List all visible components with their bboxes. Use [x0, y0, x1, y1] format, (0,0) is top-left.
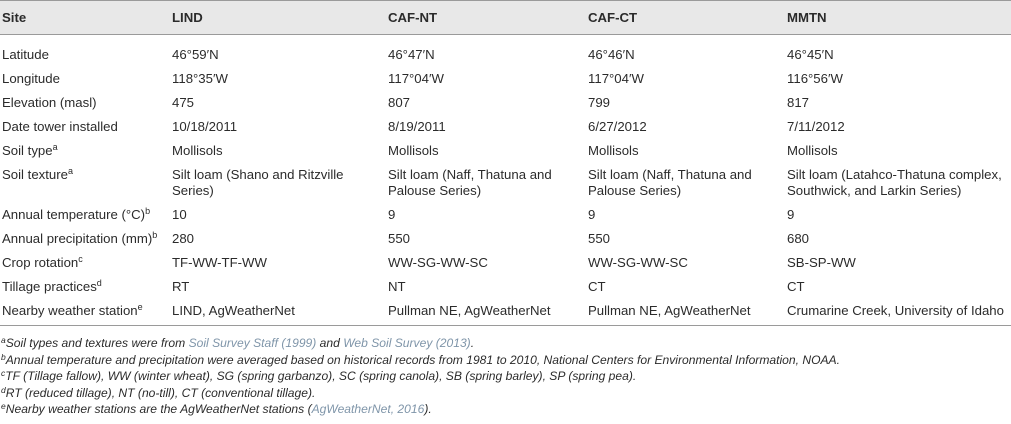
footnote-mark: d: [1, 384, 6, 395]
table-cell: 9: [787, 207, 795, 222]
table-cell: 6/27/2012: [588, 119, 647, 134]
footnote-text: .: [470, 336, 475, 350]
table-row: [0, 115, 1011, 139]
table-row: [0, 35, 1011, 68]
table-cell: 680: [787, 231, 810, 246]
footnote-marker: a: [52, 142, 58, 152]
table-cell: 46°46′N: [588, 47, 635, 62]
row-label: Annual temperature $(^\circ C)^b$: [2, 206, 151, 222]
footnote-text: and: [316, 336, 344, 350]
table-row: [0, 203, 1011, 227]
table-cell: WW-SG-WW-SC: [588, 255, 688, 270]
footnote-marker: d: [96, 278, 102, 288]
header-caf-ct: CAF-CT: [586, 1, 785, 35]
footnote-text: TF (Tillage fallow), WW (winter wheat), SG (spring garbanzo), SC (spring canola), SB (spring barley), SP (spring pea).: [5, 369, 637, 383]
footnote-text: Annual temperature and precipitation were averaged based on historical records from 1981 to 2010, National Centers for Environmental Information, NOAA.: [5, 352, 840, 367]
table-cell: 799: [588, 95, 611, 110]
footnote-text: Nearby weather stations are the AgWeatherNet stations (: [5, 402, 312, 416]
table-cell: 807: [388, 95, 411, 110]
row-label: Soil type$^a$: [2, 142, 58, 158]
citation-link[interactable]: AgWeatherNet, 2016: [311, 402, 425, 416]
table-cell: Mollisols: [172, 143, 223, 158]
row-label: Tillage practices$^d$: [2, 278, 102, 294]
table-cell: Pullman NE, AgWeatherNet: [586, 299, 785, 326]
footnote-mark: a: [1, 335, 6, 345]
header-row: [0, 1, 1011, 35]
header-site: Site: [0, 1, 170, 35]
row-label: Annual precipitation (mm)$^b$: [2, 230, 158, 246]
table-row: [0, 227, 1011, 251]
footnote-b: [1, 352, 840, 369]
footnote-marker: a: [67, 166, 73, 176]
footnote-text: RT (reduced tillage), NT (no-till), CT (conventional tillage).: [5, 385, 316, 400]
footnote-marker: b: [145, 206, 151, 216]
table-cell: Crumarine Creek, University of Idaho: [785, 299, 1011, 326]
table-cell: 475: [172, 95, 195, 110]
footnote-mark: e: [1, 401, 6, 411]
table-cell: 117°04′W: [388, 71, 444, 86]
table-row: [0, 67, 1011, 91]
table-cell: 46°59′N: [172, 47, 219, 62]
row-label: Longitude: [2, 71, 60, 86]
table-cell: CT: [588, 279, 606, 294]
row-label: Date tower installed: [2, 119, 118, 134]
table-cell: CT: [787, 279, 805, 294]
table-cell: TF-WW-TF-WW: [172, 255, 267, 270]
footnote-e: [1, 401, 840, 418]
footnote-d: [1, 385, 840, 402]
footnote-marker: e: [137, 302, 143, 312]
table-row: [0, 91, 1011, 115]
table-cell: Mollisols: [787, 143, 838, 158]
table-cell: Silt loam (Latahco-Thatuna complex, Southwick, and Larkin Series): [787, 167, 1002, 198]
footnote-mark: c: [1, 368, 6, 378]
table-row: [0, 299, 1011, 326]
table-cell: Mollisols: [588, 143, 639, 158]
table-cell: Silt loam (Shano and Ritzville Series): [172, 167, 344, 198]
footnote-text: ).: [424, 402, 432, 416]
row-label: Elevation (masl): [2, 95, 97, 110]
table-row: [0, 251, 1011, 275]
table-cell: LIND, AgWeatherNet: [170, 299, 386, 326]
row-label: Crop rotation$^c$: [2, 254, 83, 270]
table-cell: Silt loam (Naff, Thatuna and Palouse Series): [388, 167, 552, 198]
table-row: [0, 163, 1011, 203]
table-cell: WW-SG-WW-SC: [388, 255, 488, 270]
table-cell: 10/18/2011: [172, 119, 238, 134]
table-cell: SB-SP-WW: [787, 255, 856, 270]
table-cell: Mollisols: [388, 143, 439, 158]
footnotes: [1, 335, 840, 418]
table-cell: Pullman NE, AgWeatherNet: [386, 299, 586, 326]
table-cell: RT: [172, 279, 190, 294]
table-cell: 550: [388, 231, 411, 246]
footnote-c: [1, 368, 840, 385]
table-cell: 8/19/2011: [388, 119, 446, 134]
table-cell: 46°45′N: [787, 47, 834, 62]
table-cell: NT: [388, 279, 406, 294]
header-caf-nt: CAF-NT: [386, 1, 586, 35]
table-cell: 9: [388, 207, 396, 222]
footnote-text: Soil types and textures were from: [5, 336, 189, 350]
table-cell: 7/11/2012: [787, 119, 845, 134]
row-label: Nearby weather station$^e$: [0, 299, 170, 326]
footnote-marker: b: [152, 230, 158, 240]
table-cell: 117°04′W: [588, 71, 644, 86]
header-lind: LIND: [170, 1, 386, 35]
table-cell: 10: [172, 207, 187, 222]
table-cell: 9: [588, 207, 596, 222]
table-cell: 280: [172, 231, 195, 246]
footnote-marker: c: [78, 254, 83, 264]
footnote-mark: b: [1, 351, 6, 362]
citation-link[interactable]: Web Soil Survey (2013): [343, 336, 471, 350]
table-row: [0, 275, 1011, 299]
table-cell: 817: [787, 95, 810, 110]
table-cell: 116°56′W: [787, 71, 843, 86]
citation-link[interactable]: Soil Survey Staff (1999): [188, 336, 317, 350]
table-cell: 550: [588, 231, 611, 246]
table-cell: Silt loam (Naff, Thatuna and Palouse Series): [588, 167, 752, 198]
table-cell: 118°35′W: [172, 71, 228, 86]
table-row: [0, 139, 1011, 163]
row-label: Latitude: [2, 47, 49, 62]
table-cell: 46°47′N: [388, 47, 435, 62]
header-mmtn: MMTN: [785, 1, 1011, 35]
footnote-a: [1, 335, 840, 352]
row-label: Soil texture$^a$: [2, 166, 73, 182]
